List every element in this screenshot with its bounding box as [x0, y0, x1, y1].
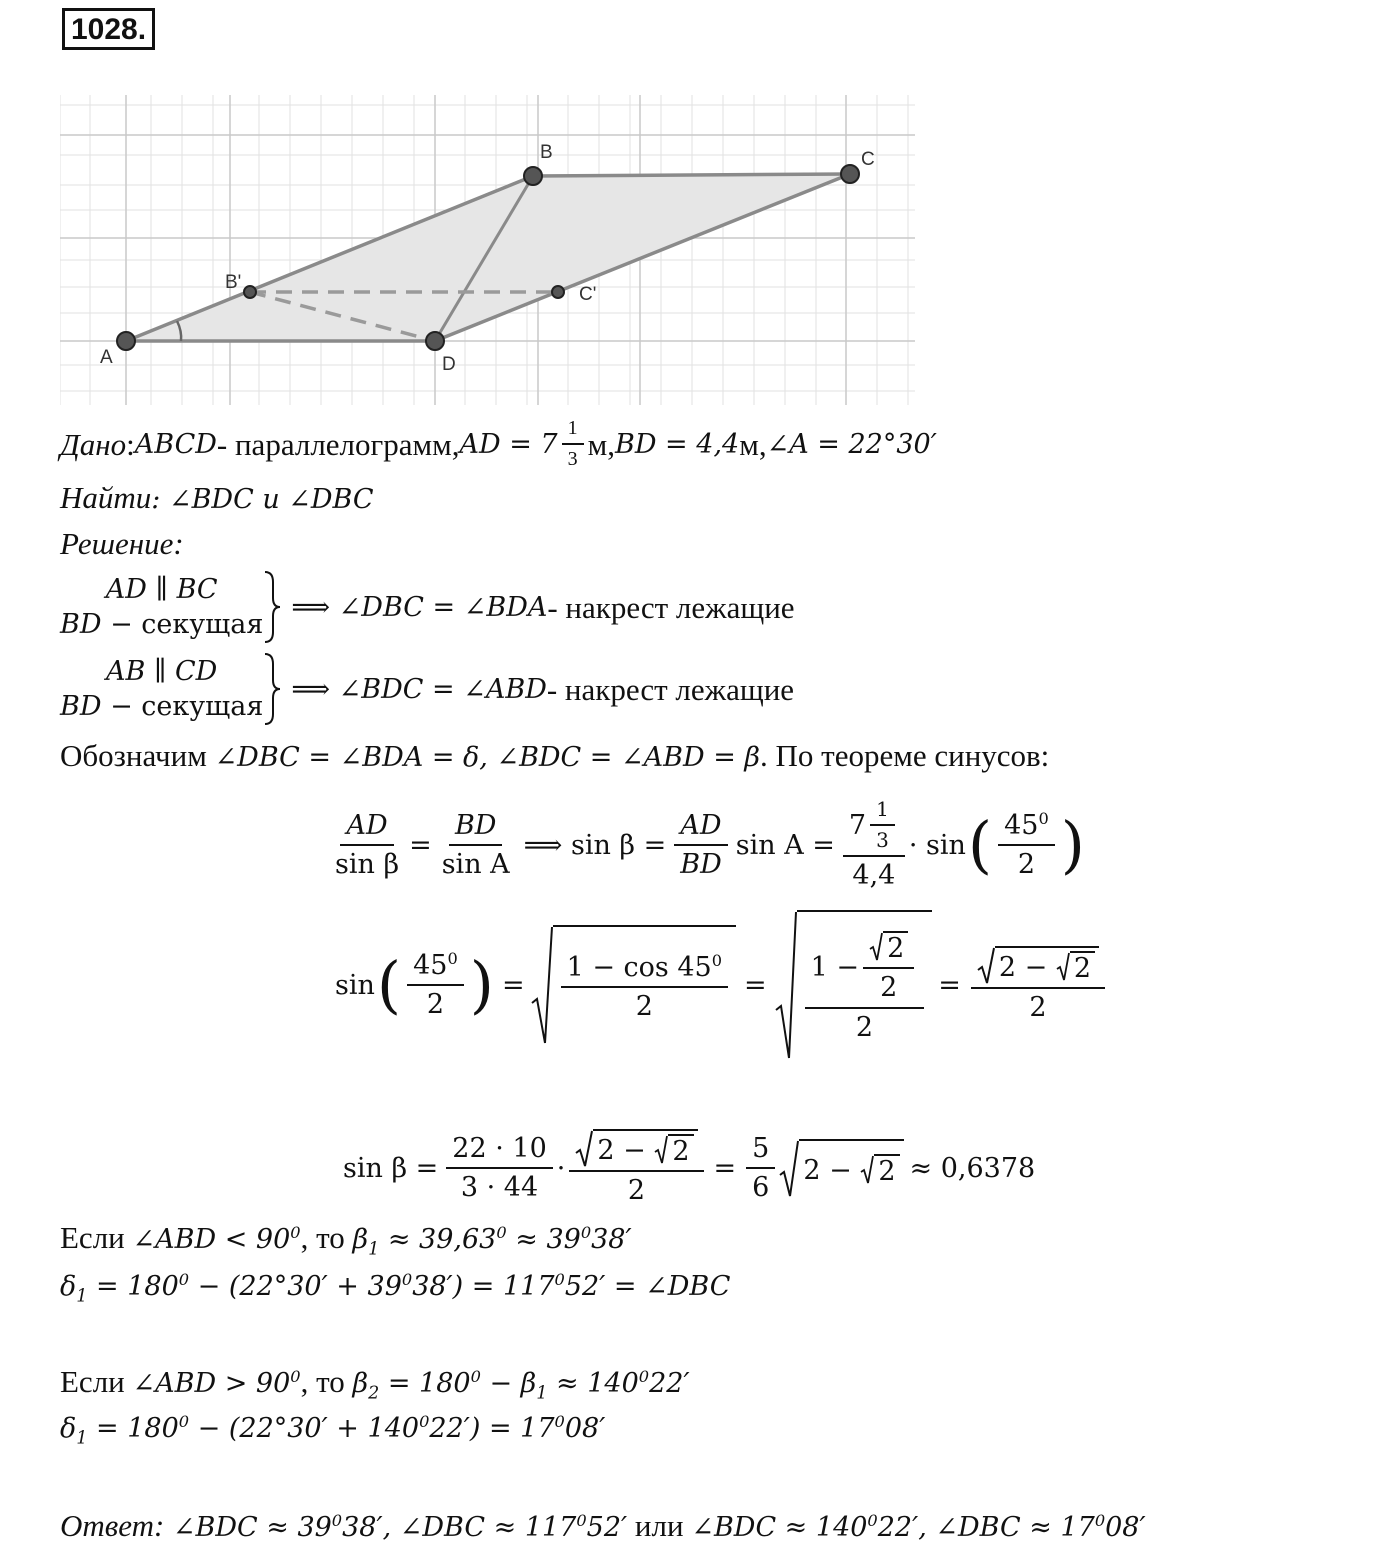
- given-line: Дано : ABCD - параллелограмм, AD = 7 $\frac{1}{3}$ м, BD = 4,4 м, ∠A = 22°30′: [60, 417, 937, 470]
- sqrt-1: $\frac{1 - \cos 45^0}{2}$: [531, 925, 736, 1045]
- point-b: [524, 167, 542, 185]
- label-a: A: [100, 347, 113, 368]
- given-label: Дано: [60, 426, 127, 462]
- system-1: AD ∥ BC BD − секущая ⟹ ∠DBC = ∠BDA - накрест лежащие: [60, 568, 795, 646]
- point-b1: [244, 286, 256, 298]
- given-abcd: ABCD: [134, 428, 217, 460]
- parallelogram-figure: [60, 95, 915, 405]
- equation-3: sin β = $\frac{22 \cdot 10}{3 \cdot 44}$ · 2 − 2 2 = $\frac{5}{6}$ 2 − 2 ≈ 0,6378: [343, 1118, 1035, 1218]
- case2-line1: Если ∠ABD > $90^0$, то $\beta_2 = 180^0 - \beta_1 \approx 140^022'$: [60, 1364, 690, 1404]
- system1-line1: AD ∥ BC: [105, 574, 218, 605]
- case2-line2: $\delta_1 = 180^0 - (22^\circ 30' + 140^022') = 17^008'$: [60, 1412, 606, 1449]
- label-b1: B': [225, 272, 242, 293]
- label-b: B: [540, 142, 553, 163]
- equation-2: sin ( $\frac{45^0}{2}$ ) = $\frac{1 - \cos 45^0}{2}$ = 1 − $\frac{2}{2}$ 2 = 2 − 2 2: [335, 910, 1109, 1060]
- given-angle: ∠A = 22°30′: [766, 428, 937, 460]
- point-c: [841, 165, 859, 183]
- point-a: [117, 332, 135, 350]
- answer-line: Ответ: ∠BDC ≈ $39^038'$, ∠DBC ≈ $117^052'$ или ∠BDC ≈ $140^022'$, ∠DBC ≈ $17^008'$: [60, 1508, 1146, 1543]
- system-2: AB ∥ CD BD − секущая ⟹ ∠BDC = ∠ABD - накрест лежащие: [60, 650, 794, 728]
- label-d: D: [442, 354, 456, 375]
- given-fraction: $\frac{1}{3}$: [562, 417, 584, 471]
- system2-line1: AB ∥ CD: [106, 656, 218, 687]
- parallelogram-fill: [126, 174, 850, 341]
- brace-icon: [263, 570, 281, 644]
- given-bd: BD = 4,4: [614, 428, 740, 460]
- point-c1: [552, 286, 564, 298]
- label-c1: C': [579, 284, 597, 305]
- find-line: Найти: ∠BDC и ∠DBC: [60, 480, 374, 515]
- solution-label: Решение:: [60, 526, 184, 561]
- brace-icon: [263, 652, 281, 726]
- system2-result: ⟹ ∠BDC = ∠ABD: [291, 673, 547, 705]
- point-d: [426, 332, 444, 350]
- problem-number: 1028.: [62, 8, 155, 50]
- system1-result: ⟹ ∠DBC = ∠BDA: [291, 591, 548, 623]
- label-c: C: [861, 149, 875, 170]
- given-ad: AD = 7: [459, 428, 558, 460]
- case1-line1: Если ∠ABD < $90^0$, то $\beta_1 \approx 39,63^0 \approx 39^038'$: [60, 1220, 632, 1260]
- notation-line: Обозначим ∠DBC = ∠BDA = δ, ∠BDC = ∠ABD = β. По теореме синусов:: [60, 738, 1050, 773]
- equation-1: $\frac{AD}{\text{sin β}}$ = $\frac{BD}{\text{sin A}}$ ⟹ sin β = $\frac{AD}{BD}$ sin A = 7 $\frac{1}{3}$ 4,4 · sin ( $\frac{45^0}{2}$ ): [335, 797, 1085, 892]
- sqrt-2: 1 − $\frac{2}{2}$ 2: [775, 910, 933, 1060]
- case1-line2: $\delta_1 = 180^0 - (22^\circ 30' + 39^038') = 117^052'$ = ∠DBC: [60, 1270, 731, 1307]
- side-bc: [533, 174, 850, 176]
